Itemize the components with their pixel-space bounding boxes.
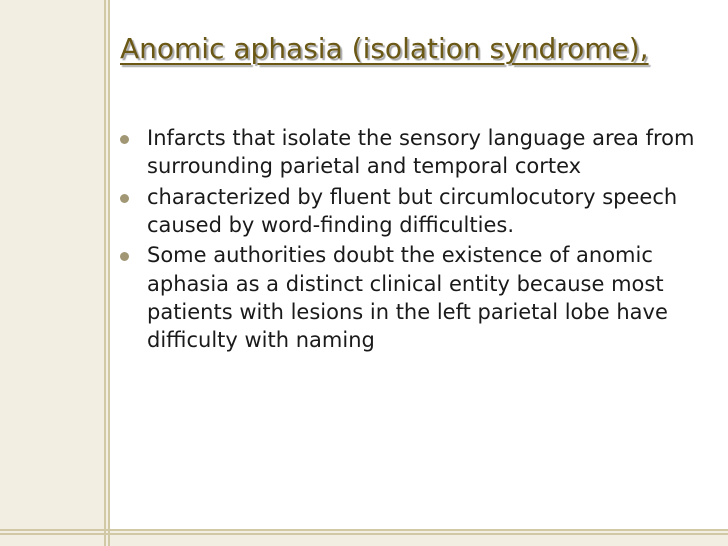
bullet-text: characterized by fluent but circumlocutory speech caused by word-finding difficulties. xyxy=(147,184,678,238)
bottom-frame-line-upper xyxy=(0,529,728,531)
bullet-item xyxy=(118,183,718,240)
left-frame-line-outer xyxy=(104,0,106,546)
bullet-item xyxy=(118,241,718,354)
bullet-text: Infarcts that isolate the sensory language area from surrounding parietal and temporal cortex xyxy=(147,126,695,179)
bullet-text: Some authorities doubt the existence of anomic aphasia as a distinct clinical entity because most patients with lesions in the left parietal lobe have difficulty with naming xyxy=(147,243,668,353)
bullet-item xyxy=(118,124,718,181)
bullet-dot-icon xyxy=(120,252,129,261)
bullet-dot-icon xyxy=(120,135,129,144)
left-decorative-band xyxy=(0,0,108,546)
bullet-dot-icon xyxy=(120,194,129,203)
left-frame-line-inner xyxy=(108,0,110,546)
bottom-frame-line-lower xyxy=(0,533,728,535)
bullet-list xyxy=(118,124,718,357)
slide-title: Anomic aphasia (isolation syndrome), xyxy=(120,32,649,65)
